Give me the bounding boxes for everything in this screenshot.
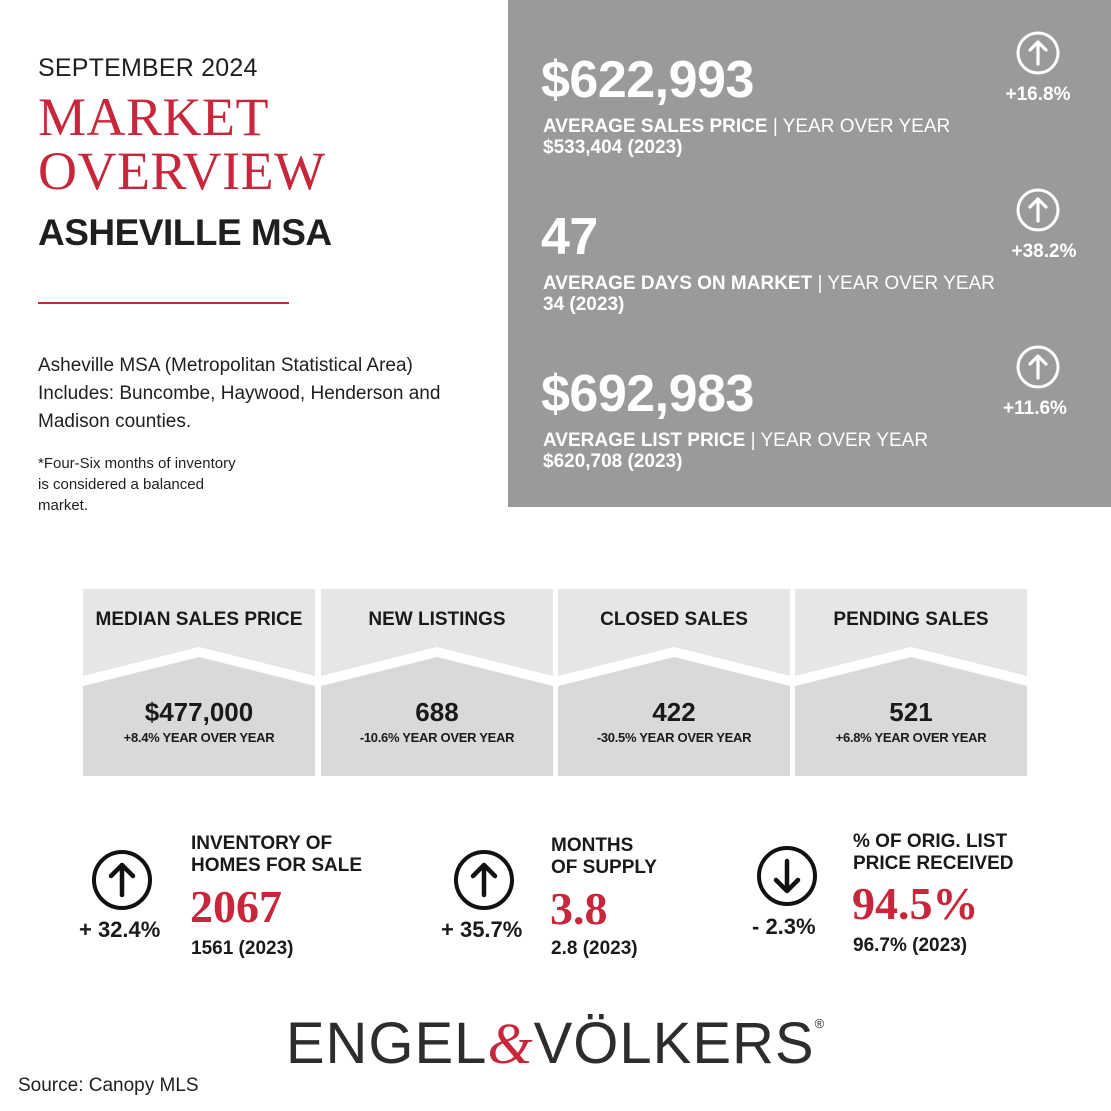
source-credit: Source: Canopy MLS <box>18 1075 199 1096</box>
stat-yoy-text: | YEAR OVER YEAR <box>772 116 951 137</box>
stat-prev-text: $620,708 (2023) <box>543 451 683 472</box>
report-month: SEPTEMBER 2024 <box>38 54 258 82</box>
list-price-received-label <box>853 831 1013 875</box>
card-value: 688 <box>415 697 459 727</box>
title-line-1: MARKET <box>38 87 269 147</box>
region-name: ASHEVILLE MSA <box>38 212 332 253</box>
inventory-prev: 1561 (2023) <box>191 938 294 959</box>
avg-days-on-market-value: 47 <box>541 208 598 266</box>
logo-registered: ® <box>814 1016 826 1031</box>
arrow-up-circle-icon <box>91 849 153 911</box>
list-price-received-change: - 2.3% <box>752 914 816 939</box>
months-supply-label <box>551 835 657 879</box>
card-title: PENDING SALES <box>833 609 989 630</box>
months-supply-change: + 35.7% <box>441 917 523 942</box>
metric-label-line-2: PRICE RECEIVED <box>853 853 1014 874</box>
avg-days-on-market-change: +38.2% <box>1011 241 1077 262</box>
card-change: -30.5% YEAR OVER YEAR <box>596 730 752 745</box>
avg-list-price-change: +11.6% <box>1003 398 1067 419</box>
logo-left: ENGEL <box>285 1011 488 1076</box>
metric-label-line-2: HOMES FOR SALE <box>191 855 363 876</box>
logo-right: VÖLKERS <box>533 1011 815 1076</box>
card-value: $477,000 <box>144 697 254 727</box>
stat-yoy-text: | YEAR OVER YEAR <box>817 273 995 294</box>
card-closed-sales <box>558 589 790 776</box>
inventory-label <box>191 833 362 877</box>
avg-list-price-value: $692,983 <box>541 365 754 423</box>
card-median-sales-price <box>83 589 315 776</box>
card-value: 422 <box>652 697 696 727</box>
list-price-received-value: 94.5% <box>852 878 979 929</box>
card-value: 521 <box>889 697 933 727</box>
arrow-up-circle-icon <box>1016 31 1060 75</box>
logo-ampersand: & <box>487 1011 534 1076</box>
card-title: CLOSED SALES <box>600 609 748 630</box>
arrow-up-circle-icon <box>453 849 515 911</box>
avg-sales-price-change: +16.8% <box>1005 84 1071 105</box>
arrow-down-circle-icon <box>756 845 818 907</box>
divider <box>38 302 289 304</box>
page-title <box>38 87 326 201</box>
card-title: MEDIAN SALES PRICE <box>95 609 303 630</box>
card-change: +8.4% YEAR OVER YEAR <box>123 730 275 745</box>
metric-label-line-1: INVENTORY OF <box>191 833 333 854</box>
avg-sales-price-label <box>543 116 983 158</box>
arrow-up-circle-icon <box>1016 345 1060 389</box>
card-change: -10.6% YEAR OVER YEAR <box>359 730 515 745</box>
card-title: NEW LISTINGS <box>368 609 506 630</box>
months-supply-value: 3.8 <box>550 883 608 934</box>
stat-prev-text: $533,404 (2023) <box>543 137 683 158</box>
card-change: +6.8% YEAR OVER YEAR <box>835 730 987 745</box>
inventory-value: 2067 <box>190 881 282 932</box>
list-price-received-prev: 96.7% (2023) <box>853 935 968 956</box>
stat-label-text: AVERAGE SALES PRICE <box>543 116 768 137</box>
title-line-2: OVERVIEW <box>38 141 326 201</box>
stat-yoy-text: | YEAR OVER YEAR <box>750 430 929 451</box>
inventory-note: *Four-Six months of inventory is considered a balanced market. <box>38 455 236 514</box>
stat-label-text: AVERAGE DAYS ON MARKET <box>543 273 813 294</box>
card-pending-sales <box>795 589 1027 776</box>
stat-label-text: AVERAGE LIST PRICE <box>543 430 746 451</box>
stat-prev-text: 34 (2023) <box>543 294 625 315</box>
brand-logo <box>0 1010 1111 1077</box>
avg-sales-price-value: $622,993 <box>541 51 754 109</box>
metric-label-line-1: % OF ORIG. LIST <box>853 831 1008 852</box>
region-description: Asheville MSA (Metropolitan Statistical Area) Includes: Buncombe, Haywood, Henderson and Madison counties. <box>38 355 441 432</box>
metric-label-line-2: OF SUPPLY <box>551 857 657 878</box>
inventory-change: + 32.4% <box>79 917 161 942</box>
arrow-up-circle-icon <box>1016 188 1060 232</box>
months-supply-prev: 2.8 (2023) <box>551 938 638 959</box>
avg-days-on-market-label <box>543 273 1013 315</box>
card-new-listings <box>321 589 553 776</box>
metric-label-line-1: MONTHS <box>551 835 634 856</box>
avg-list-price-label <box>543 430 983 472</box>
